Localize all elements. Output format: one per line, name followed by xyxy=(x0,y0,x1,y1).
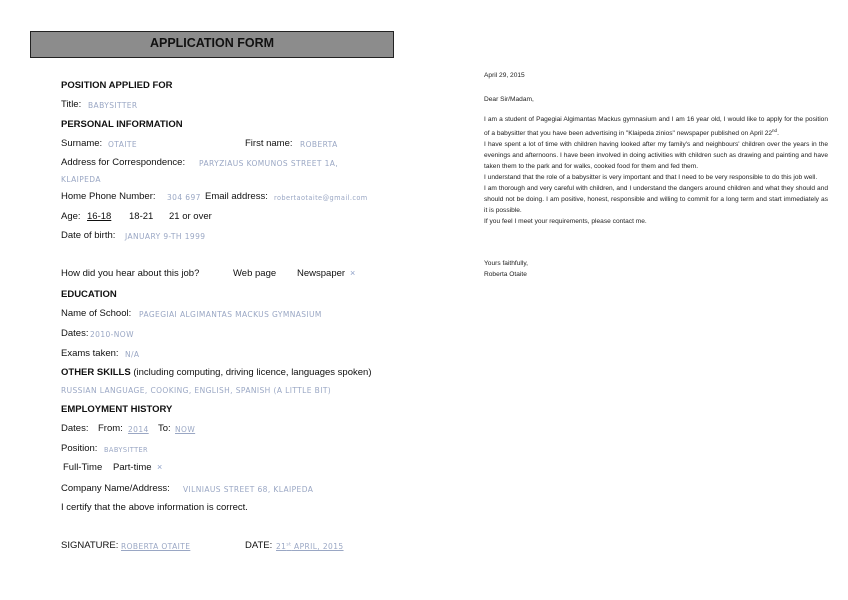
certify-text: I certify that the above information is correct. xyxy=(61,502,248,513)
address-value-line2: KLAIPEDA xyxy=(61,175,101,184)
employment-heading: EMPLOYMENT HISTORY xyxy=(61,404,173,415)
surname-label: Surname: xyxy=(61,138,103,149)
surname-value: OTAITE xyxy=(108,140,137,149)
hear-label: How did you hear about this job? xyxy=(61,268,200,279)
dob-value: JANUARY 9-TH 1999 xyxy=(125,232,206,241)
letter-signature: Roberta Otaite xyxy=(484,271,527,278)
exams-label: Exams taken: xyxy=(61,348,119,359)
letter-paragraph-1 xyxy=(484,114,828,139)
form-title: APPLICATION FORM xyxy=(149,36,275,50)
employment-position-label: Position: xyxy=(61,443,98,454)
letter-paragraph-1-text: I am a student of Pagegiai Algimantas Mackus gymnasium and I am 16 year old, I would like to apply for the position of a babysitter that you have been advertising in "Klaipeda zinios" newspaper published on April 22 xyxy=(484,116,828,138)
letter-paragraph-3: I understand that the role of a babysitter is very important and that I need to be very responsible to do this job well. xyxy=(484,174,818,182)
phone-label: Home Phone Number: xyxy=(61,191,156,202)
date-value-ordinal: st xyxy=(286,542,292,548)
first-name-label: First name: xyxy=(245,138,293,149)
employment-from-label: From: xyxy=(98,423,123,434)
address-label: Address for Correspondence: xyxy=(61,157,186,168)
address-value-line1: PARYZIAUS KOMUNOS STREET 1A, xyxy=(199,159,339,168)
letter-paragraph-2: I have spent a lot of time with children having looked after my family's and neighbours' children over the years in the evenings and afternoons. I have been involved in doing activities with children such as drawing and painting and have taken them to the park and for walks, cooked food for them and fed them. xyxy=(484,141,828,171)
employment-to-label: To: xyxy=(158,423,171,434)
skills-heading: OTHER SKILLS xyxy=(61,367,131,378)
age-label: Age: xyxy=(61,211,81,222)
letter-paragraph-1-ordinal: nd xyxy=(772,128,778,133)
title-label: Title: xyxy=(61,99,82,110)
employment-position-value: BABYSITTER xyxy=(104,446,149,454)
signature-label: SIGNATURE: xyxy=(61,540,119,551)
age-option-21-over: 21 or over xyxy=(169,211,212,222)
school-label: Name of School: xyxy=(61,308,132,319)
education-dates-label: Dates: xyxy=(61,328,89,339)
title-value: BABYSITTER xyxy=(88,101,138,110)
letter-greeting: Dear Sir/Madam, xyxy=(484,96,534,103)
education-dates-value: 2010-NOW xyxy=(90,330,134,339)
employment-dates-label: Dates: xyxy=(61,423,89,434)
date-value-rest: APRIL, 2015 xyxy=(291,542,344,551)
part-time-label: Part-time xyxy=(113,462,152,473)
school-value: PAGEGIAI ALGIMANTAS MACKUS GYMNASIUM xyxy=(139,310,322,319)
signature-value: ROBERTA OTAITE xyxy=(121,542,191,551)
age-option-18-21: 18-21 xyxy=(129,211,154,222)
email-label: Email address: xyxy=(205,191,268,202)
newspaper-check-mark: × xyxy=(350,268,356,278)
skills-heading-line xyxy=(61,367,371,378)
position-heading: POSITION APPLIED FOR xyxy=(61,80,173,91)
skills-value: RUSSIAN LANGUAGE, COOKING, ENGLISH, SPANISH (A LITTLE BIT) xyxy=(61,386,332,395)
employment-to-value: NOW xyxy=(175,425,196,434)
date-value xyxy=(276,542,344,551)
exams-value: N/A xyxy=(125,350,140,359)
skills-note: (including computing, driving licence, languages spoken) xyxy=(133,367,372,378)
form-title-bar xyxy=(30,31,394,58)
full-time-label: Full-Time xyxy=(63,462,103,473)
letter-paragraph-4: I am thorough and very careful with children, and I understand the dangers around children and what they should and should not be doing. I am positive, honest, responsible and willing to commit for a long term and start immediately as it is possible. xyxy=(484,185,828,215)
company-value: VILNIAUS STREET 68, KLAIPEDA xyxy=(183,485,314,494)
email-value: robertaotaite@gmail.com xyxy=(274,194,368,202)
employment-from-value: 2014 xyxy=(128,425,149,434)
letter-closing: Yours faithfully, xyxy=(484,260,528,267)
date-label: DATE: xyxy=(245,540,273,551)
date-value-day: 21 xyxy=(276,542,287,551)
education-heading: EDUCATION xyxy=(61,289,117,300)
letter-paragraph-5: If you feel I meet your requirements, please contact me. xyxy=(484,218,647,226)
letter-date: April 29, 2015 xyxy=(484,72,525,79)
hear-option-newspaper: Newspaper xyxy=(297,268,346,279)
letter-paragraph-1-end: . xyxy=(777,130,779,138)
dob-label: Date of birth: xyxy=(61,230,116,241)
first-name-value: ROBERTA xyxy=(300,140,338,149)
personal-heading: PERSONAL INFORMATION xyxy=(61,119,183,130)
company-label: Company Name/Address: xyxy=(61,483,170,494)
age-option-16-18: 16-18 xyxy=(87,211,112,222)
letter-body xyxy=(484,114,828,227)
part-time-check-mark: × xyxy=(157,462,163,472)
phone-value: 304 697 xyxy=(167,193,201,202)
hear-option-web: Web page xyxy=(233,268,277,279)
